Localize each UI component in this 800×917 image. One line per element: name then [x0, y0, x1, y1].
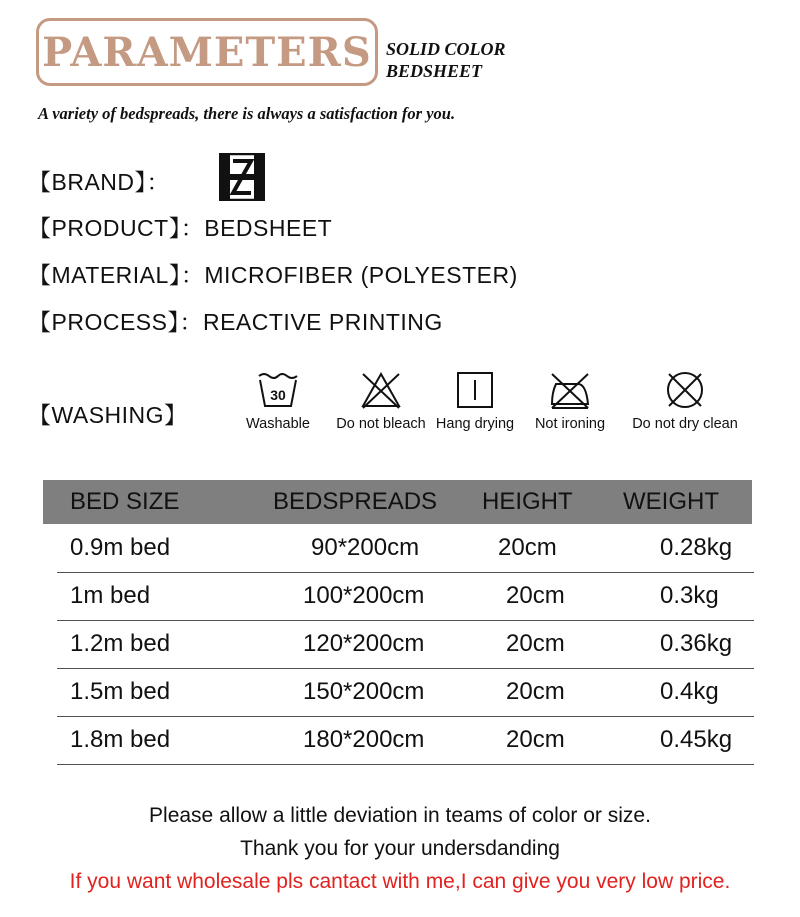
cell-bedspread: 90*200cm — [311, 534, 420, 561]
table-row — [57, 572, 754, 621]
th-weight: WEIGHT — [623, 488, 719, 515]
subtitle-line-2: BEDSHEET — [386, 61, 483, 81]
cell-bed-size: 0.9m bed — [70, 534, 171, 561]
cell-weight: 0.36kg — [660, 630, 733, 657]
process-value: REACTIVE PRINTING — [202, 309, 443, 335]
care-hang-dry — [420, 370, 530, 432]
cell-weight: 0.3kg — [660, 582, 719, 609]
subtitle-line-1: SOLID COLOR — [386, 39, 506, 59]
cell-bedspread: 120*200cm — [303, 630, 425, 657]
cell-weight: 0.28kg — [660, 534, 733, 561]
brand-logo-icon — [219, 153, 265, 201]
table-row — [57, 620, 754, 669]
cell-bedspread: 180*200cm — [303, 726, 425, 753]
care-label-washable: Washable — [246, 416, 310, 432]
th-height: HEIGHT — [482, 488, 573, 515]
care-label-hang-dry: Hang drying — [435, 416, 515, 432]
wash-30-icon — [256, 370, 300, 410]
cell-weight: 0.4kg — [660, 678, 719, 705]
cell-bed-size: 1.5m bed — [70, 678, 171, 705]
cell-height: 20cm — [506, 582, 565, 609]
care-label-no-dry-clean: Do not dry clean — [632, 416, 738, 432]
cell-height: 20cm — [506, 630, 565, 657]
cell-height: 20cm — [506, 678, 565, 705]
spec-material — [28, 257, 518, 290]
hang-dry-icon — [453, 370, 497, 410]
material-value: MICROFIBER (POLYESTER) — [204, 262, 518, 288]
footer-thanks: Thank you for your undersdanding — [240, 837, 560, 860]
process-label: 【PROCESS】： — [28, 309, 203, 335]
table-row — [57, 716, 754, 765]
care-no-dry-clean — [630, 370, 740, 432]
cell-bed-size: 1.8m bed — [70, 726, 171, 753]
page-title: PARAMETERS — [42, 28, 372, 76]
washing-label: 【WASHING】 — [28, 402, 188, 428]
title-box — [36, 18, 378, 86]
th-bedspreads: BEDSPREADS — [273, 488, 438, 515]
spec-product — [28, 210, 332, 243]
cell-height: 20cm — [498, 534, 557, 561]
care-label-no-bleach: Do not bleach — [336, 416, 426, 432]
cell-bed-size: 1.2m bed — [70, 630, 171, 657]
th-bed-size: BED SIZE — [70, 488, 180, 515]
table-row — [57, 668, 754, 717]
brand-label: 【BRAND】： — [28, 169, 171, 195]
no-dry-clean-icon — [663, 370, 707, 410]
no-iron-icon — [548, 370, 592, 410]
spec-brand — [28, 164, 170, 197]
care-label-no-iron: Not ironing — [534, 416, 606, 432]
subtitle — [386, 38, 506, 82]
product-label: 【PRODUCT】： — [28, 215, 205, 241]
cell-height: 20cm — [506, 726, 565, 753]
table-row — [57, 524, 754, 573]
cell-bed-size: 1m bed — [70, 582, 151, 609]
cell-weight: 0.45kg — [660, 726, 733, 753]
footer-wholesale: If you want wholesale pls cantact with me,I can give you very low price. — [69, 870, 731, 893]
cell-bedspread: 150*200cm — [303, 678, 425, 705]
spec-process — [28, 304, 443, 337]
care-washable — [223, 370, 333, 432]
product-value: BEDSHEET — [204, 215, 333, 241]
table-header — [43, 480, 752, 524]
care-no-iron — [515, 370, 625, 432]
footer-note: Please allow a little deviation in teams of color or size. — [149, 804, 651, 827]
tagline: A variety of bedspreads, there is always a satisfaction for you. — [38, 104, 456, 123]
no-bleach-icon — [359, 370, 403, 410]
cell-bedspread: 100*200cm — [303, 582, 425, 609]
material-label: 【MATERIAL】： — [28, 262, 205, 288]
wash-temp: 30 — [270, 387, 286, 403]
